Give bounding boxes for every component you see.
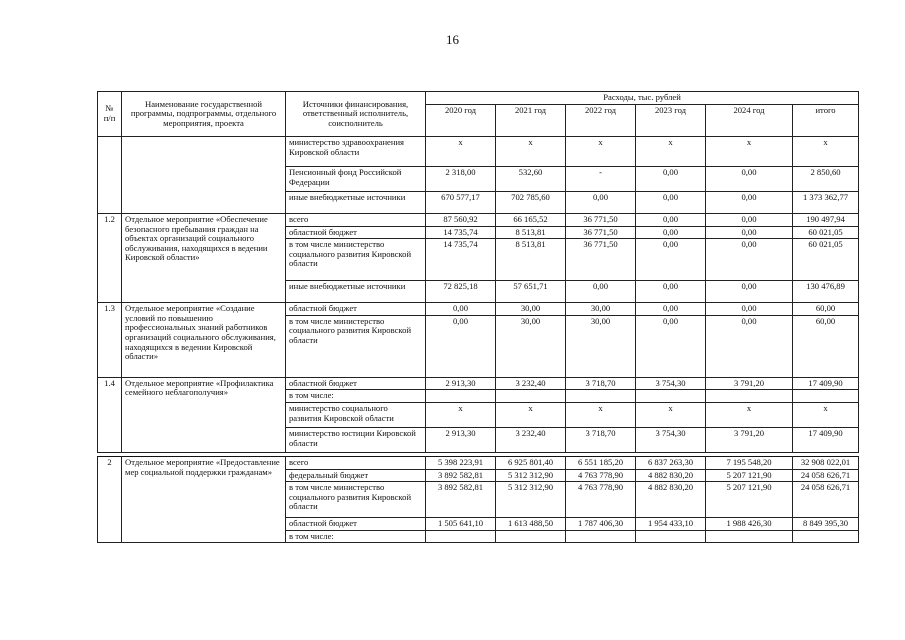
value-cell: 3 232,40 (496, 377, 566, 390)
value-cell (636, 390, 706, 403)
value-cell (426, 530, 496, 543)
value-cell: 5 398 223,91 (426, 456, 496, 469)
value-cell: 702 785,60 (496, 192, 566, 214)
value-cell: 60 021,05 (793, 239, 859, 281)
row-number: 2 (98, 456, 122, 542)
value-cell: х (706, 137, 793, 167)
value-cell: 0,00 (636, 192, 706, 214)
header-year: 2020 год (426, 105, 496, 137)
row-source: Пенсионный фонд Российской Федерации (286, 167, 426, 192)
value-cell (566, 530, 636, 543)
row-number: 1.3 (98, 303, 122, 378)
value-cell: 32 908 022,01 (793, 456, 859, 469)
value-cell: 14 735,74 (426, 239, 496, 281)
value-cell: 8 513,81 (496, 226, 566, 239)
value-cell: 30,00 (496, 315, 566, 377)
value-cell: 8 849 395,30 (793, 518, 859, 531)
value-cell: 60 021,05 (793, 226, 859, 239)
value-cell: х (426, 137, 496, 167)
header-source: Источники финансирования, ответственный исполнитель, соисполнитель (286, 92, 426, 137)
row-number: 1.4 (98, 377, 122, 452)
value-cell: 1 954 433,10 (636, 518, 706, 531)
header-expenses: Расходы, тыс. рублей (426, 92, 859, 105)
value-cell: 4 882 830,20 (636, 482, 706, 518)
value-cell: 24 058 626,71 (793, 482, 859, 518)
value-cell (496, 390, 566, 403)
value-cell: 66 165,52 (496, 214, 566, 227)
value-cell: 4 763 778,90 (566, 469, 636, 482)
value-cell: 1 613 488,50 (496, 518, 566, 531)
value-cell: 532,60 (496, 167, 566, 192)
value-cell (793, 530, 859, 543)
value-cell: 4 882 830,20 (636, 469, 706, 482)
value-cell: 130 476,89 (793, 281, 859, 303)
value-cell: 0,00 (636, 239, 706, 281)
value-cell: х (793, 137, 859, 167)
value-cell: х (706, 402, 793, 427)
row-name: Отдельное мероприятие «Предоставление мер социальной поддержки гражданам» (122, 456, 286, 542)
value-cell: 57 651,71 (496, 281, 566, 303)
value-cell: 30,00 (566, 315, 636, 377)
value-cell: 30,00 (496, 303, 566, 316)
value-cell: 60,00 (793, 315, 859, 377)
value-cell: - (566, 167, 636, 192)
value-cell: 36 771,50 (566, 239, 636, 281)
value-cell: 1 787 406,30 (566, 518, 636, 531)
value-cell: 8 513,81 (496, 239, 566, 281)
value-cell: х (636, 402, 706, 427)
value-cell: 5 207 121,90 (706, 469, 793, 482)
row-name: Отдельное мероприятие «Обеспечение безопасного пребывания граждан на объектах организаций социального обслуживания, находящихся в ведении Кировской области» (122, 214, 286, 303)
value-cell: 1 505 641,10 (426, 518, 496, 531)
row-source: областной бюджет (286, 518, 426, 531)
value-cell: 2 318,00 (426, 167, 496, 192)
value-cell: 5 312 312,90 (496, 482, 566, 518)
value-cell: 0,00 (636, 214, 706, 227)
value-cell: 3 791,20 (706, 427, 793, 452)
value-cell: 17 409,90 (793, 427, 859, 452)
table-row (98, 214, 859, 227)
row-source: иные внебюджетные источники (286, 192, 426, 214)
table-row (98, 377, 859, 390)
value-cell: 87 560,92 (426, 214, 496, 227)
value-cell: 2 850,60 (793, 167, 859, 192)
value-cell: 190 497,94 (793, 214, 859, 227)
value-cell: х (496, 137, 566, 167)
value-cell (426, 390, 496, 403)
value-cell: 2 913,30 (426, 377, 496, 390)
row-name: Отдельное мероприятие «Профилактика семейного неблагополучия» (122, 377, 286, 452)
header-year: 2021 год (496, 105, 566, 137)
page-number: 16 (446, 32, 459, 47)
value-cell: 0,00 (706, 192, 793, 214)
value-cell: 36 771,50 (566, 214, 636, 227)
value-cell: 0,00 (706, 167, 793, 192)
value-cell: х (636, 137, 706, 167)
value-cell: 30,00 (566, 303, 636, 316)
value-cell: 3 791,20 (706, 377, 793, 390)
value-cell: 0,00 (706, 315, 793, 377)
value-cell: 6 837 263,30 (636, 456, 706, 469)
value-cell: 5 207 121,90 (706, 482, 793, 518)
row-source: областной бюджет (286, 377, 426, 390)
row-name: Отдельное мероприятие «Создание условий по повышению профессиональных знаний работников организаций социального обслуживания, находящихся в ведении Кировской области» (122, 303, 286, 378)
row-source: министерство здравоохранения Кировской области (286, 137, 426, 167)
row-source: областной бюджет (286, 303, 426, 316)
row-name (122, 137, 286, 214)
value-cell: 0,00 (706, 281, 793, 303)
value-cell (793, 390, 859, 403)
value-cell: х (793, 402, 859, 427)
value-cell: 7 195 548,20 (706, 456, 793, 469)
value-cell: 3 754,30 (636, 377, 706, 390)
value-cell: 0,00 (426, 303, 496, 316)
value-cell: х (426, 402, 496, 427)
header-year: 2022 год (566, 105, 636, 137)
value-cell: 670 577,17 (426, 192, 496, 214)
value-cell: х (566, 137, 636, 167)
value-cell: 0,00 (706, 239, 793, 281)
value-cell (706, 390, 793, 403)
value-cell: 3 232,40 (496, 427, 566, 452)
row-source: в том числе министерство социального развития Кировской области (286, 482, 426, 518)
header-year: 2023 год (636, 105, 706, 137)
value-cell: 36 771,50 (566, 226, 636, 239)
expenses-table (97, 91, 859, 543)
value-cell: 3 892 582,81 (426, 469, 496, 482)
value-cell: 0,00 (636, 167, 706, 192)
value-cell: 0,00 (706, 303, 793, 316)
row-source: в том числе министерство социального развития Кировской области (286, 239, 426, 281)
header-name: Наименование государственной программы, подпрограммы, отдельного мероприятия, проекта (122, 92, 286, 137)
value-cell: 14 735,74 (426, 226, 496, 239)
value-cell: 0,00 (636, 303, 706, 316)
row-number (98, 137, 122, 214)
value-cell: 0,00 (636, 315, 706, 377)
header-year: 2024 год (706, 105, 793, 137)
value-cell: 3 718,70 (566, 377, 636, 390)
value-cell: х (566, 402, 636, 427)
row-source: федеральный бюджет (286, 469, 426, 482)
table-row (98, 137, 859, 167)
header-num: № п/п (98, 92, 122, 137)
value-cell: 1 988 426,30 (706, 518, 793, 531)
row-source: областной бюджет (286, 226, 426, 239)
row-source: всего (286, 214, 426, 227)
value-cell: 1 373 362,77 (793, 192, 859, 214)
value-cell: 0,00 (706, 214, 793, 227)
row-source: министерство юстиции Кировской области (286, 427, 426, 452)
value-cell (706, 530, 793, 543)
value-cell: 3 754,30 (636, 427, 706, 452)
value-cell: 24 058 626,71 (793, 469, 859, 482)
table-row (98, 303, 859, 316)
row-source: в том числе: (286, 390, 426, 403)
value-cell: 0,00 (636, 281, 706, 303)
row-source: иные внебюджетные источники (286, 281, 426, 303)
row-number: 1.2 (98, 214, 122, 303)
table-row (98, 456, 859, 469)
value-cell: 0,00 (706, 226, 793, 239)
value-cell: 3 892 582,81 (426, 482, 496, 518)
value-cell: 3 718,70 (566, 427, 636, 452)
header-total: итого (793, 105, 859, 137)
value-cell: х (496, 402, 566, 427)
value-cell: 0,00 (566, 281, 636, 303)
value-cell: 2 913,30 (426, 427, 496, 452)
value-cell: 5 312 312,90 (496, 469, 566, 482)
value-cell: 4 763 778,90 (566, 482, 636, 518)
value-cell: 17 409,90 (793, 377, 859, 390)
row-source: в том числе министерство социального развития Кировской области (286, 315, 426, 377)
value-cell: 6 925 801,40 (496, 456, 566, 469)
row-source: всего (286, 456, 426, 469)
value-cell (566, 390, 636, 403)
value-cell: 72 825,18 (426, 281, 496, 303)
value-cell: 60,00 (793, 303, 859, 316)
value-cell: 6 551 185,20 (566, 456, 636, 469)
row-source: министерство социального развития Кировской области (286, 402, 426, 427)
value-cell: 0,00 (636, 226, 706, 239)
value-cell (496, 530, 566, 543)
row-source: в том числе: (286, 530, 426, 543)
value-cell (636, 530, 706, 543)
value-cell: 0,00 (566, 192, 636, 214)
value-cell: 0,00 (426, 315, 496, 377)
